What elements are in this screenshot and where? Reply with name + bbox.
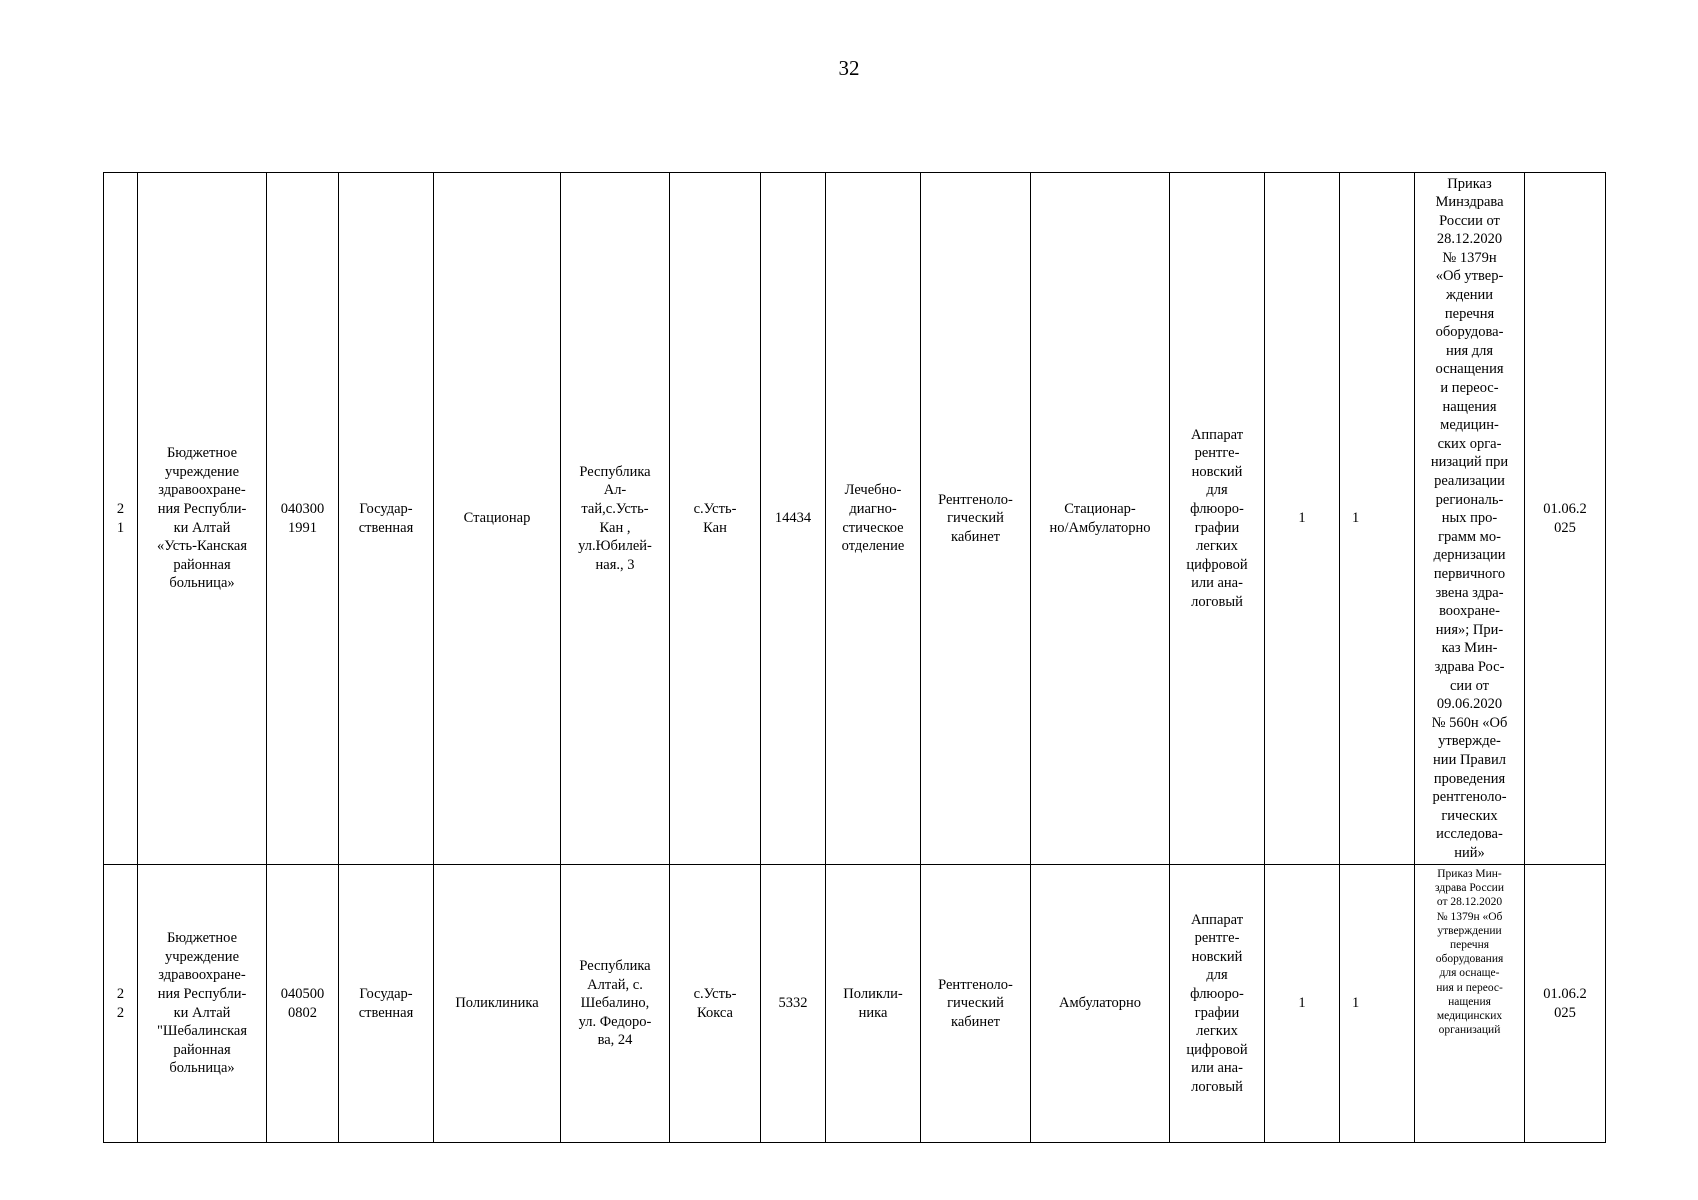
- cell-text-line: ния Республи-: [157, 985, 247, 1002]
- quantity-b-cell: [1340, 173, 1415, 865]
- date-cell: [1525, 173, 1606, 865]
- cell-text-line: низаций при: [1430, 454, 1509, 471]
- cell-text-line: Поликлиника: [455, 995, 539, 1012]
- cell-text-line: флюоро-: [1190, 500, 1244, 517]
- cell-text-line: 1: [1298, 510, 1306, 527]
- cell-text-line: Приказ Мин-: [1437, 868, 1502, 880]
- cell-text-line: Кокса: [697, 1004, 733, 1021]
- locality-cell: [670, 173, 761, 865]
- cell-text-line: «Об утвер-: [1435, 268, 1504, 285]
- cell-text-line: реализации: [1434, 473, 1505, 490]
- cell-text-line: для: [1206, 482, 1228, 499]
- cell-text-line: ва, 24: [597, 1032, 633, 1049]
- row-number-cell: [104, 865, 138, 1143]
- cell-text-line: ния и переос-: [1436, 981, 1503, 994]
- cell-text-line: Кан: [703, 519, 727, 536]
- ownership-cell: [339, 173, 434, 865]
- cell-text-line: № 1379н «Об: [1436, 910, 1503, 923]
- room-cell: [921, 173, 1031, 865]
- organization-cell: [138, 865, 267, 1143]
- organization-cell: [138, 173, 267, 865]
- page-number: 32: [838, 56, 860, 80]
- cell-text-line: исследова-: [1436, 826, 1503, 843]
- cell-text-line: нащения: [1448, 995, 1491, 1008]
- basis-cell: [1415, 173, 1525, 865]
- cell-text-line: Кан ,: [599, 519, 631, 536]
- cell-text-line: новский: [1191, 948, 1243, 965]
- cell-text-line: новский: [1191, 463, 1243, 480]
- cell-text-line: гических: [1441, 807, 1498, 824]
- cell-text-line: первичного: [1433, 565, 1506, 582]
- cell-text-line: № 1379н: [1442, 249, 1497, 266]
- cell-text-line: ственная: [358, 1004, 414, 1021]
- cell-text-line: Амбулаторно: [1058, 995, 1142, 1012]
- cell-text-line: здрава Рос-: [1434, 658, 1505, 675]
- cell-text-line: логовый: [1191, 1078, 1243, 1095]
- cell-text-line: или ана-: [1191, 1060, 1243, 1077]
- cell-text-line: нащения: [1442, 398, 1497, 415]
- cell-text-line: или ана-: [1191, 575, 1243, 592]
- division-cell: [434, 865, 561, 1143]
- cell-text-line: ственная: [358, 519, 414, 536]
- cell-text-line: гический: [947, 510, 1004, 527]
- cell-text-line: рентге-: [1194, 930, 1240, 947]
- cell-text-line: медицин-: [1440, 417, 1499, 434]
- cell-text-line: Бюджетное: [166, 445, 238, 462]
- cell-text-line: проведения: [1433, 770, 1506, 787]
- cell-text-line: Республика: [579, 463, 651, 480]
- cell-text-line: оборудова-: [1435, 324, 1504, 341]
- cell-text-line: дернизации: [1433, 547, 1506, 564]
- cell-text-line: ул. Федоро-: [578, 1013, 652, 1030]
- cell-text-line: "Шебалинская: [156, 1023, 248, 1040]
- cell-text-line: 1: [1352, 995, 1360, 1012]
- cell-text-line: 025: [1554, 519, 1576, 536]
- cell-text-line: 0802: [288, 1004, 317, 1021]
- equipment-cell: [1170, 173, 1265, 865]
- cell-text-line: здравоохране-: [158, 482, 246, 499]
- cell-text-line: утвержде-: [1438, 733, 1501, 750]
- table-row: [104, 173, 1606, 865]
- cell-text-line: воохране-: [1439, 603, 1500, 620]
- address-cell: [561, 173, 670, 865]
- cell-text-line: отделение: [841, 538, 905, 555]
- cell-text-line: № 560н «Об: [1431, 714, 1508, 731]
- cell-text-line: от 28.12.2020: [1436, 896, 1503, 909]
- cell-text-line: 2: [116, 985, 125, 1002]
- basis-cell: [1415, 865, 1525, 1143]
- cell-text-line: сии от: [1450, 677, 1489, 694]
- cell-text-line: ния Республи-: [157, 500, 247, 517]
- cell-text-line: Стационар: [463, 510, 531, 527]
- cell-text-line: ния»; При-: [1435, 621, 1504, 638]
- cell-text-line: больница»: [169, 1060, 235, 1077]
- cell-text-line: ских орга-: [1437, 435, 1502, 452]
- cell-text-line: грамм мо-: [1438, 528, 1501, 545]
- cell-text-line: 1: [1298, 995, 1306, 1012]
- cell-text-line: ных про-: [1441, 510, 1498, 527]
- cell-text-line: Государ-: [359, 500, 413, 517]
- cell-text-line: с.Усть-: [693, 985, 737, 1002]
- quantity-a-cell: [1265, 173, 1340, 865]
- cell-text-line: учреждение: [164, 948, 239, 965]
- cell-text-line: Аппарат: [1190, 426, 1244, 443]
- cell-text-line: ждении: [1445, 287, 1494, 304]
- cell-text-line: медицинских: [1436, 1010, 1503, 1023]
- row-number-cell: [104, 173, 138, 865]
- cell-text-line: но/Амбулаторно: [1049, 519, 1151, 536]
- population-cell: [761, 865, 826, 1143]
- room-cell: [921, 865, 1031, 1143]
- code-cell: [267, 865, 339, 1143]
- cell-text-line: ника: [858, 1004, 888, 1021]
- cell-text-line: Лечебно-: [844, 482, 902, 499]
- quantity-a-cell: [1265, 865, 1340, 1143]
- cell-text-line: Алтай, с.: [587, 976, 643, 993]
- cell-text-line: ки Алтай: [173, 519, 231, 536]
- cell-text-line: 01.06.2: [1543, 985, 1587, 1002]
- cell-text-line: здравоохране-: [158, 967, 246, 984]
- cell-text-line: ния для: [1445, 342, 1494, 359]
- cell-text-line: Аппарат: [1190, 911, 1244, 928]
- cell-text-line: «Усть-Канская: [156, 538, 248, 555]
- department-cell: [826, 173, 921, 865]
- cell-text-line: тай,с.Усть-: [581, 500, 649, 517]
- cell-text-line: Поликли-: [843, 985, 903, 1002]
- cell-text-line: больница»: [169, 575, 235, 592]
- cell-text-line: кабинет: [951, 528, 1000, 545]
- cell-text-line: Ал-: [603, 482, 627, 499]
- equipment-cell: [1170, 865, 1265, 1143]
- table-row: [104, 865, 1606, 1143]
- care-type-cell: [1031, 865, 1170, 1143]
- division-cell: [434, 173, 561, 865]
- cell-text-line: для оснаще-: [1439, 967, 1500, 980]
- cell-text-line: 5332: [778, 995, 808, 1012]
- cell-text-line: оборудования: [1435, 953, 1504, 966]
- cell-text-line: Стационар-: [1064, 500, 1136, 517]
- cell-text-line: утверждении: [1437, 924, 1502, 937]
- cell-text-line: ний»: [1454, 844, 1485, 861]
- cell-text-line: логовый: [1191, 593, 1243, 610]
- cell-text-line: 040300: [280, 500, 325, 517]
- cell-text-line: нии Правил: [1433, 751, 1506, 768]
- cell-text-line: перечня: [1444, 305, 1495, 322]
- cell-text-line: Приказ: [1447, 175, 1492, 192]
- cell-text-line: кабинет: [951, 1013, 1000, 1030]
- code-cell: [267, 173, 339, 865]
- cell-text-line: и переос-: [1440, 380, 1499, 397]
- table-body: [104, 173, 1606, 1143]
- cell-text-line: диагно-: [849, 500, 897, 517]
- cell-text-line: 2: [116, 500, 125, 517]
- cell-text-line: ул.Юбилей-: [578, 538, 652, 555]
- cell-text-line: графии: [1194, 1004, 1240, 1021]
- cell-text-line: районная: [173, 1041, 231, 1058]
- ownership-cell: [339, 865, 434, 1143]
- cell-text-line: 28.12.2020: [1436, 231, 1503, 248]
- department-cell: [826, 865, 921, 1143]
- cell-text-line: здрава России: [1435, 882, 1504, 895]
- cell-text-line: Государ-: [359, 985, 413, 1002]
- cell-text-line: рентге-: [1194, 445, 1240, 462]
- cell-text-line: каз Мин-: [1441, 640, 1498, 657]
- cell-text-line: цифровой: [1186, 556, 1248, 573]
- cell-text-line: ки Алтай: [173, 1004, 231, 1021]
- cell-text-line: 1: [116, 519, 125, 536]
- cell-text-line: для: [1206, 967, 1228, 984]
- cell-text-line: Бюджетное: [166, 930, 238, 947]
- cell-text-line: Шебалино,: [580, 995, 650, 1012]
- cell-text-line: гический: [947, 995, 1004, 1012]
- cell-text-line: легких: [1196, 1023, 1238, 1040]
- care-type-cell: [1031, 173, 1170, 865]
- cell-text-line: 14434: [774, 510, 812, 527]
- cell-text-line: 1991: [288, 519, 317, 536]
- cell-text-line: звена здра-: [1435, 584, 1504, 601]
- cell-text-line: Рентгеноло-: [938, 491, 1013, 508]
- cell-text-line: 01.06.2: [1543, 500, 1587, 517]
- cell-text-line: флюоро-: [1190, 985, 1244, 1002]
- cell-text-line: графии: [1194, 519, 1240, 536]
- address-cell: [561, 865, 670, 1143]
- document-table: [103, 172, 1606, 1143]
- cell-text-line: 1: [1352, 510, 1360, 527]
- cell-text-line: 040500: [280, 985, 325, 1002]
- cell-text-line: оснащения: [1435, 361, 1504, 378]
- cell-text-line: Рентгеноло-: [938, 976, 1013, 993]
- cell-text-line: России от: [1439, 212, 1500, 229]
- locality-cell: [670, 865, 761, 1143]
- cell-text-line: цифровой: [1186, 1041, 1248, 1058]
- date-cell: [1525, 865, 1606, 1143]
- cell-text-line: ная., 3: [595, 556, 635, 573]
- cell-text-line: Минздрава: [1435, 194, 1504, 211]
- cell-text-line: 025: [1554, 1004, 1576, 1021]
- cell-text-line: 09.06.2020: [1436, 696, 1503, 713]
- cell-text-line: региональ-: [1435, 491, 1504, 508]
- cell-text-line: с.Усть-: [693, 500, 737, 517]
- cell-text-line: стическое: [842, 519, 904, 536]
- cell-text-line: районная: [173, 556, 231, 573]
- cell-text-line: рентгеноло-: [1432, 789, 1507, 806]
- population-cell: [761, 173, 826, 865]
- cell-text-line: Республика: [579, 958, 651, 975]
- cell-text-line: учреждение: [164, 463, 239, 480]
- quantity-b-cell: [1340, 865, 1415, 1143]
- cell-text-line: легких: [1196, 538, 1238, 555]
- cell-text-line: 2: [116, 1004, 125, 1021]
- cell-text-line: организаций: [1438, 1024, 1501, 1037]
- cell-text-line: перечня: [1449, 939, 1490, 952]
